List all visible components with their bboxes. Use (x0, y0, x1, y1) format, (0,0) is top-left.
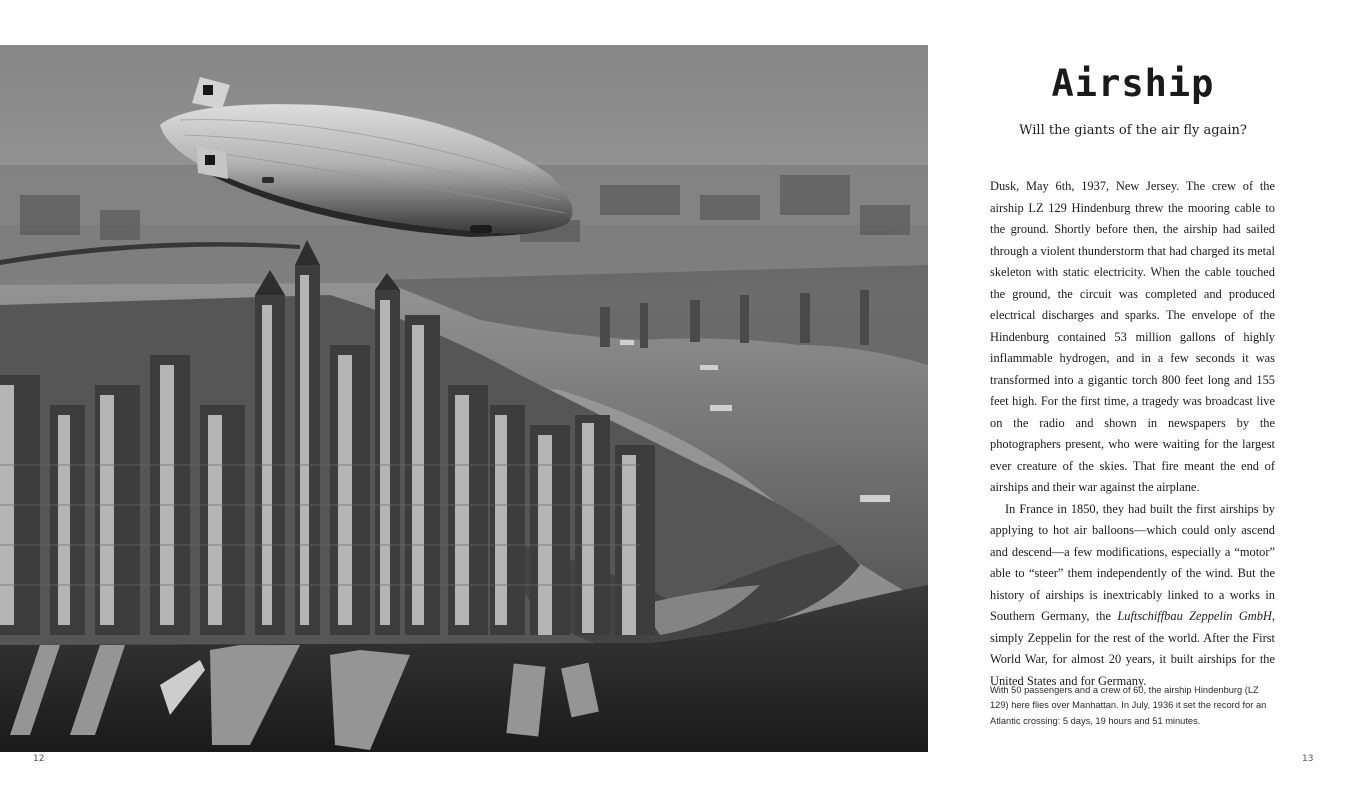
paragraph-2-text-b: , simply Zeppelin for the rest of the world. After the First World War, for almost 20 years, it built airships for the United States and for Germany. (990, 609, 1275, 688)
article-title: Airship (1051, 62, 1215, 105)
paragraph-1-text: Dusk, May 6th, 1937, New Jersey. The crew of the airship LZ 129 Hindenburg threw the mooring cable to the ground. Shortly before then, the airship had sailed through a violent thunderstorm that had charged its metal skeleton with static electricity. When the cable touched the ground, the circuit was completed and produced electrical discharges and sparks. The envelope of the Hindenburg contained 53 million gallons of highly inflammable hydrogen, and in a few seconds it was transformed into a gigantic torch 800 feet long and 155 feet high. For the first time, a tragedy was broadcast live on the radio and shown in newspapers by the photographers present, who were waiting for the largest ever creature of the skies. That fire meant the end of airships and their war against the airplane. (990, 179, 1275, 494)
page-number-right: 13 (1302, 754, 1314, 764)
photo-caption: With 50 passengers and a crew of 60, the airship Hindenburg (LZ 129) here flies over Manhattan. In July, 1936 it set the record for an Atlantic crossing: 5 days, 19 hours and 51 minutes. (990, 685, 1267, 726)
paragraph-2 (990, 499, 1275, 693)
article-subtitle: Will the giants of the air fly again? (1019, 123, 1247, 138)
paragraph-2-text-a: In France in 1850, they had built the first airships by applying to hot air balloons—which could only ascend and descend—a few modifications, especially a “motor” able to “steer” them independently of the wind. But the history of airships is inextricably linked to a works in Southern Germany, the (990, 501, 1275, 623)
page-number-left: 12 (33, 754, 45, 764)
paragraph-1 (990, 176, 1275, 499)
company-name: Luftschiffbau Zeppelin GmbH (1117, 609, 1272, 623)
article-body (990, 176, 1275, 692)
airship-photo (0, 45, 928, 752)
